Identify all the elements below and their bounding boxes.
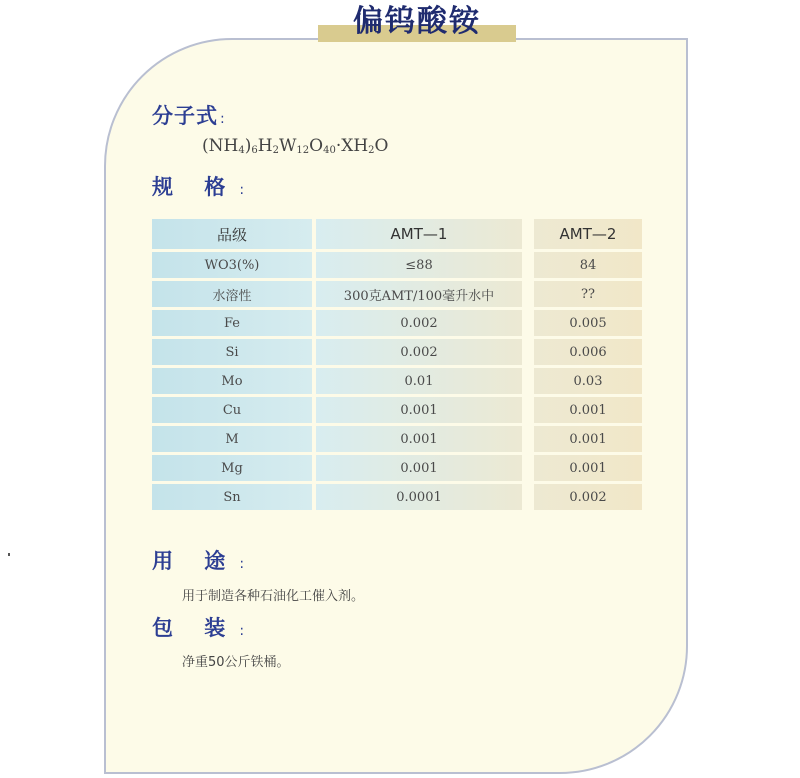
formula-part: O	[374, 136, 389, 156]
column-gap	[526, 252, 530, 278]
header-amt2: AMT—2	[534, 219, 642, 249]
amt1-value: 0.002	[316, 339, 522, 365]
spec-table	[148, 216, 646, 513]
table-header-row	[152, 219, 642, 249]
formula-subscript: 4	[238, 145, 245, 156]
column-gap	[526, 310, 530, 336]
table-row	[152, 397, 642, 423]
formula-part: H	[257, 136, 273, 156]
column-gap	[526, 484, 530, 510]
column-gap	[526, 339, 530, 365]
table-row	[152, 310, 642, 336]
formula-part: )	[244, 136, 252, 156]
table-row	[152, 426, 642, 452]
amt1-value: 0.001	[316, 455, 522, 481]
table-row	[152, 455, 642, 481]
amt1-value: 300克AMT/100毫升水中	[316, 281, 522, 307]
amt1-value: 0.01	[316, 368, 522, 394]
scan-speck	[8, 553, 10, 556]
usage-heading-label: 用 途	[152, 549, 238, 573]
spec-heading-colon: :	[239, 182, 257, 198]
column-gap	[526, 397, 530, 423]
usage-heading	[152, 545, 256, 575]
page-title: 偏钨酸铵	[353, 4, 481, 39]
header-amt1: AMT—1	[316, 219, 522, 249]
formula-subscript: 40	[323, 145, 336, 156]
table-row	[152, 252, 642, 278]
chemical-formula	[202, 136, 388, 156]
formula-heading-label: 分子式	[152, 104, 218, 128]
formula-part: ·XH	[335, 136, 369, 156]
formula-heading	[152, 100, 226, 130]
usage-heading-colon: :	[239, 556, 257, 572]
amt2-value: 0.03	[534, 368, 642, 394]
formula-subscript: 12	[296, 145, 310, 156]
amt1-value: 0.001	[316, 426, 522, 452]
formula-subscript: 6	[251, 145, 258, 156]
column-gap	[526, 219, 530, 249]
amt2-value: 0.006	[534, 339, 642, 365]
row-label: WO3(%)	[152, 252, 312, 278]
amt1-value: 0.001	[316, 397, 522, 423]
row-label: M	[152, 426, 312, 452]
row-label: Mg	[152, 455, 312, 481]
packaging-text: 净重50公斤铁桶。	[182, 655, 290, 670]
amt2-value: 0.005	[534, 310, 642, 336]
amt2-value: 0.001	[534, 455, 642, 481]
formula-part: (NH	[202, 136, 239, 156]
amt2-value: 0.001	[534, 426, 642, 452]
usage-text: 用于制造各种石油化工催入剂。	[182, 589, 365, 604]
column-gap	[526, 281, 530, 307]
table-row	[152, 484, 642, 510]
row-label: Si	[152, 339, 312, 365]
packaging-heading-colon: :	[239, 623, 257, 639]
packaging-heading	[152, 612, 256, 642]
column-gap	[526, 368, 530, 394]
table-row	[152, 339, 642, 365]
row-label: Cu	[152, 397, 312, 423]
spec-heading	[152, 171, 256, 201]
table-row	[152, 368, 642, 394]
row-label: Mo	[152, 368, 312, 394]
formula-heading-colon: :	[220, 111, 226, 127]
table-row	[152, 281, 642, 307]
column-gap	[526, 455, 530, 481]
formula-subscript: 2	[368, 145, 375, 156]
column-gap	[526, 426, 530, 452]
row-label: Fe	[152, 310, 312, 336]
row-label: Sn	[152, 484, 312, 510]
amt1-value: 0.002	[316, 310, 522, 336]
packaging-heading-label: 包 装	[152, 616, 238, 640]
row-label: 水溶性	[152, 281, 312, 307]
header-grade: 品级	[152, 219, 312, 249]
amt2-value: 0.001	[534, 397, 642, 423]
amt2-value: 84	[534, 252, 642, 278]
amt1-value: 0.0001	[316, 484, 522, 510]
amt2-value: ??	[534, 281, 642, 307]
formula-subscript: 2	[272, 145, 279, 156]
spec-heading-label: 规 格	[152, 175, 238, 199]
amt1-value: ≤88	[316, 252, 522, 278]
amt2-value: 0.002	[534, 484, 642, 510]
formula-part: W	[278, 136, 297, 156]
formula-part: O	[309, 136, 324, 156]
